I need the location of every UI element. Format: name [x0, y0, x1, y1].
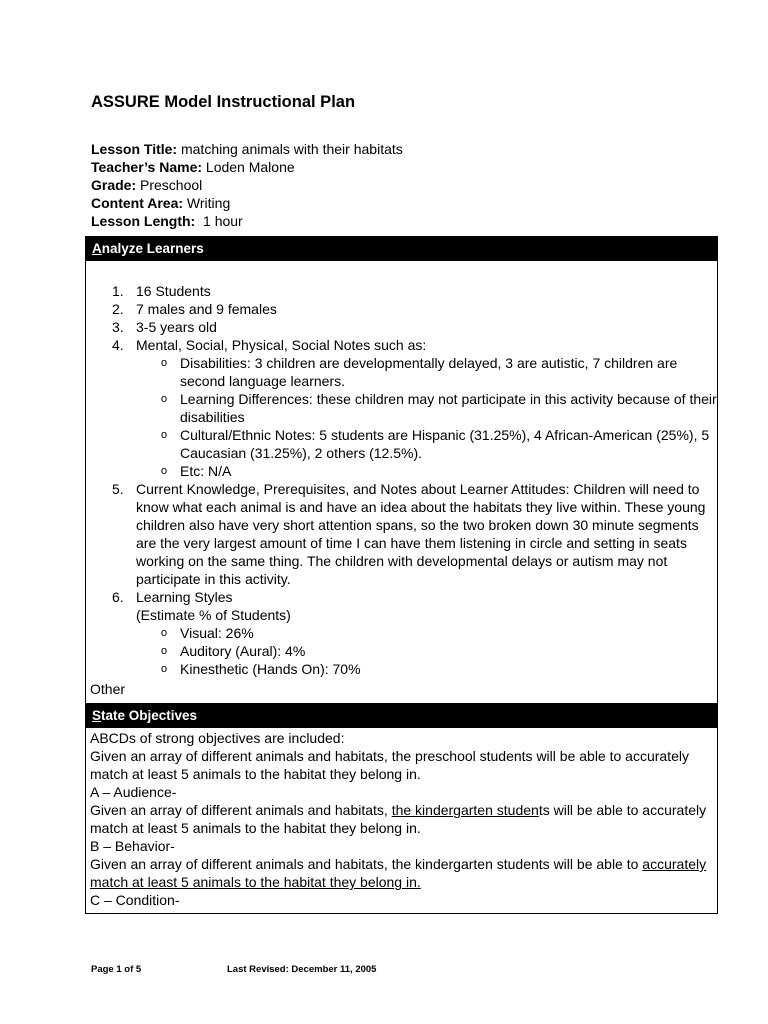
audience-paragraph: Given an array of different animals and habitats, the kindergarten students will be able to accurately match at least 5 animals to the habitat they belong in.	[90, 802, 707, 836]
other-label: Other	[90, 681, 126, 697]
meta-grade: Grade: Preschool	[91, 177, 203, 193]
list-item: o Auditory (Aural): 4%	[161, 643, 306, 659]
document-title: ASSURE Model Instructional Plan	[91, 93, 356, 111]
objectives-intro: ABCDs of strong objectives are included:	[90, 730, 345, 746]
meta-lesson-length: Lesson Length: 1 hour	[91, 213, 243, 229]
learner-list-continued	[86, 480, 717, 624]
meta-content-area: Content Area: Writing	[91, 195, 231, 211]
list-item: 1. 16 Students	[112, 283, 211, 299]
list-item: o Visual: 26%	[161, 625, 254, 641]
condition-label: C – Condition-	[90, 892, 180, 908]
behavior-paragraph: Given an array of different animals and habitats, the kindergarten students will be able to accurately match at least 5 animals to the habitat they belong in.	[90, 856, 707, 890]
meta-lesson-title: Lesson Title: matching animals with their habitats	[91, 141, 403, 157]
list-item: o Disabilities: 3 children are developmentally delayed, 3 are autistic, 7 children are second language learners.	[161, 355, 678, 389]
list-item: 3. 3-5 years old	[112, 319, 217, 335]
learning-styles-list	[86, 624, 717, 678]
lesson-meta	[91, 140, 403, 230]
list-item: 2. 7 males and 9 females	[112, 301, 277, 317]
state-objectives-content	[86, 728, 717, 909]
list-item: o Kinesthetic (Hands On): 70%	[161, 661, 361, 677]
meta-teacher-name: Teacher’s Name: Loden Malone	[91, 159, 295, 175]
learner-notes-list	[86, 354, 717, 480]
analyze-learners-content	[86, 261, 717, 698]
state-objectives-section	[85, 704, 718, 914]
list-item: o Learning Differences: these children may not participate in this activity because of their disabilities	[161, 391, 717, 425]
list-item: 6. Learning Styles (Estimate % of Students)	[112, 589, 291, 623]
last-revised: Last Revised: December 11, 2005	[227, 964, 377, 975]
page-number: Page 1 of 5	[91, 964, 142, 975]
analyze-learners-section	[85, 236, 718, 704]
behavior-label: B – Behavior-	[90, 838, 175, 854]
analyze-learners-header: Analyze Learners	[86, 237, 717, 261]
state-objectives-header: State Objectives	[86, 704, 717, 728]
learner-list	[86, 282, 717, 354]
objective-paragraph: Given an array of different animals and habitats, the preschool students will be able to accurately match at least 5 animals to the habitat they belong in.	[90, 748, 689, 782]
audience-label: A – Audience-	[90, 784, 177, 800]
list-item: o Etc: N/A	[161, 463, 232, 479]
list-item: 5. Current Knowledge, Prerequisites, and Notes about Learner Attitudes: Children will need to know what each animal is and have an idea about the habitats they live within. These young children also have very short attention spans, so the two broken down 30 minute segments are the very largest amount of time I can have them listening in circle and setting in seats working on the same thing. The children with developmental delays or autism may not participate in this activity.	[112, 481, 706, 587]
list-item: 4. Mental, Social, Physical, Social Notes such as:	[112, 337, 427, 353]
list-item: o Cultural/Ethnic Notes: 5 students are Hispanic (31.25%), 4 African-American (25%), 5 Caucasian (31.25%), 2 others (12.5%).	[161, 427, 710, 461]
